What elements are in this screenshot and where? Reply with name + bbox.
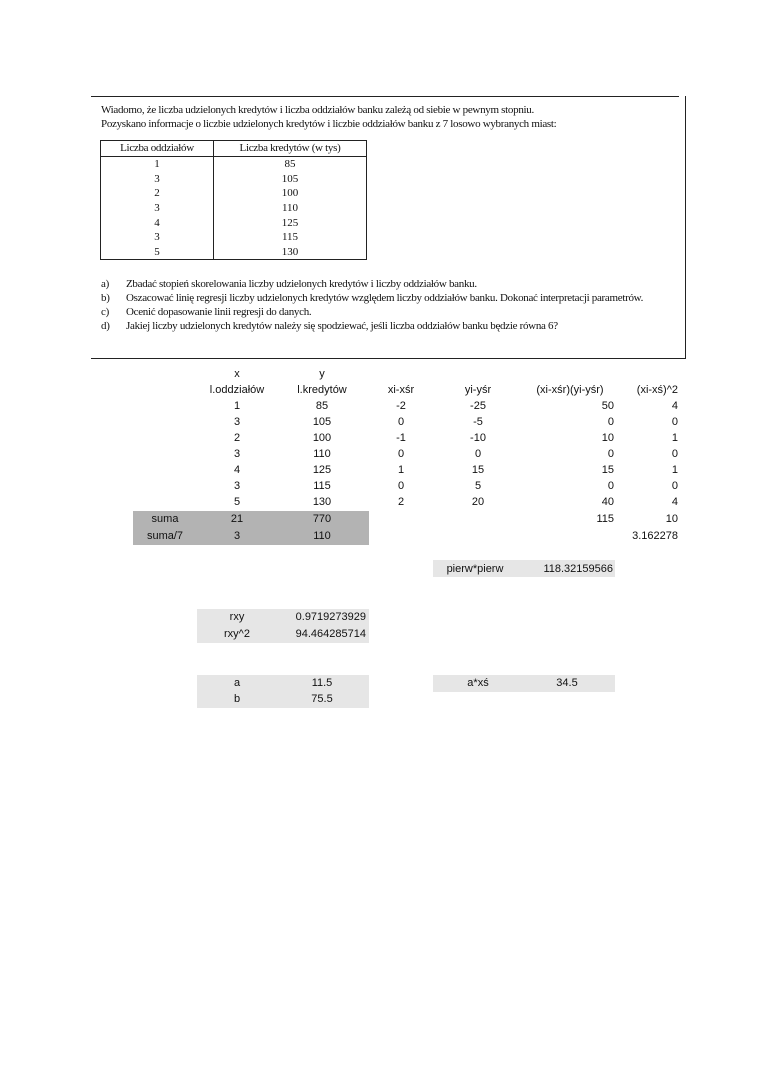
cell-credits: 115	[214, 230, 367, 245]
row-y-dev: -10	[470, 432, 486, 444]
row-y: 130	[312, 496, 332, 508]
sqrt-value: 3.162278	[632, 530, 678, 542]
row-y-dev: 0	[474, 448, 482, 460]
cell-branches: 3	[101, 201, 214, 216]
row-y: 110	[313, 448, 331, 460]
a-value: 11.5	[311, 677, 333, 689]
suma-product: 115	[596, 513, 614, 525]
row-square: 4	[671, 496, 678, 508]
task-text: Oszacować linię regresji liczby udzielonych kredytów względem liczby oddziałów banku. Dokonać interpretacji parametrów.	[126, 292, 644, 304]
x-symbol: x	[234, 368, 240, 380]
row-square: 1	[671, 432, 678, 444]
header-branches: l.oddziałów	[209, 384, 265, 396]
rxy2-value: 94.464285714	[295, 628, 366, 640]
average-label: suma/7	[146, 530, 184, 542]
cell-branches: 3	[101, 230, 214, 245]
header-branches: Liczba oddziałów	[101, 141, 214, 157]
row-x-dev: 1	[397, 464, 405, 476]
rxy-value: 0.9719273929	[295, 611, 366, 623]
cell-branches: 5	[101, 245, 214, 260]
row-y-dev: -5	[473, 416, 483, 428]
pierw-label: pierw*pierw	[446, 563, 504, 575]
b-value: 75.5	[311, 693, 333, 705]
task-label: d)	[101, 320, 110, 332]
table-row	[101, 215, 367, 230]
axs-value: 34.5	[556, 677, 578, 689]
intro-line-1: Wiadomo, że liczba udzielonych kredytów i liczba oddziałów banku zależą od siebie w pewnym stopniu.	[101, 104, 534, 116]
suma-x: 21	[230, 513, 244, 525]
row-y: 125	[312, 464, 332, 476]
row-x: 4	[233, 464, 241, 476]
cell-credits: 125	[214, 215, 367, 230]
a-label: a	[233, 677, 241, 689]
row-y: 100	[312, 432, 332, 444]
row-product: 50	[601, 400, 614, 412]
row-product: 15	[601, 464, 614, 476]
pierw-value: 118.32159566	[543, 563, 613, 575]
average-y: 110	[313, 530, 331, 542]
cell-branches: 1	[101, 157, 214, 172]
rxy2-label: rxy^2	[224, 628, 250, 640]
row-x: 3	[233, 480, 241, 492]
row-x: 3	[233, 416, 241, 428]
problem-statement-box	[91, 96, 686, 359]
row-y-dev: 20	[471, 496, 485, 508]
cell-branches: 2	[101, 186, 214, 201]
task-item	[101, 305, 671, 319]
table-row	[101, 230, 367, 245]
input-data-table	[100, 140, 367, 260]
b-label: b	[233, 693, 241, 705]
row-square: 0	[671, 480, 678, 492]
box-top-border	[91, 96, 679, 97]
table-row	[101, 172, 367, 187]
row-x: 3	[233, 448, 241, 460]
task-text: Zbadać stopień skorelowania liczby udzielonych kredytów i liczby oddziałów banku.	[126, 278, 477, 290]
suma-label: suma	[151, 513, 179, 525]
intro-line-2: Pozyskano informacje o liczbie udzielonych kredytów i liczbie oddziałów banku z 7 losowo wybranych miast:	[101, 118, 557, 130]
cell-credits: 130	[214, 245, 367, 260]
task-item	[101, 319, 671, 333]
row-y-dev: -25	[470, 400, 486, 412]
task-label: a)	[101, 278, 109, 290]
cell-branches: 3	[101, 172, 214, 187]
average-x: 3	[233, 530, 241, 542]
row-x-dev: -2	[396, 400, 406, 412]
row-y-dev: 15	[471, 464, 485, 476]
row-product: 10	[601, 432, 614, 444]
task-item	[101, 277, 671, 291]
header-credits: l.kredytów	[297, 384, 347, 396]
table-row	[101, 245, 367, 260]
row-y: 85	[315, 400, 329, 412]
task-list	[101, 277, 671, 333]
cell-credits: 110	[214, 201, 367, 216]
header-dev-product: (xi-xśr)(yi-yśr)	[536, 384, 604, 396]
row-y: 105	[312, 416, 332, 428]
row-x-dev: 0	[397, 416, 405, 428]
row-square: 4	[671, 400, 678, 412]
row-product: 0	[607, 480, 614, 492]
cell-branches: 4	[101, 215, 214, 230]
row-x: 1	[233, 400, 241, 412]
axs-label: a*xś	[467, 677, 489, 689]
rxy-label: rxy	[229, 611, 245, 623]
row-x-dev: 0	[397, 480, 405, 492]
task-text: Jakiej liczby udzielonych kredytów należy się spodziewać, jeśli liczba oddziałów banku będzie równa 6?	[126, 320, 558, 332]
row-y-dev: 5	[474, 480, 482, 492]
problem-intro	[101, 103, 556, 131]
row-product: 0	[607, 448, 614, 460]
row-x-dev: 2	[397, 496, 405, 508]
row-product: 0	[607, 416, 614, 428]
row-square: 0	[671, 448, 678, 460]
row-x-dev: -1	[396, 432, 406, 444]
row-square: 1	[671, 464, 678, 476]
row-x: 2	[233, 432, 241, 444]
task-label: b)	[101, 292, 110, 304]
header-credits: Liczba kredytów (w tys)	[214, 141, 367, 157]
table-row	[101, 201, 367, 216]
table-row	[101, 186, 367, 201]
header-y-dev: yi-yśr	[464, 384, 492, 396]
y-symbol: y	[319, 368, 325, 380]
row-y: 115	[313, 480, 331, 492]
row-product: 40	[601, 496, 614, 508]
task-label: c)	[101, 306, 109, 318]
row-square: 0	[671, 416, 678, 428]
cell-credits: 85	[214, 157, 367, 172]
row-x-dev: 0	[397, 448, 405, 460]
header-x-dev: xi-xśr	[387, 384, 415, 396]
task-text: Ocenić dopasowanie linii regresji do danych.	[126, 306, 312, 318]
cell-credits: 100	[214, 186, 367, 201]
task-item	[101, 291, 671, 305]
header-x-dev-squared: (xi-xś)^2	[636, 384, 678, 396]
table-row	[101, 157, 367, 172]
suma-square: 10	[665, 513, 678, 525]
row-x: 5	[233, 496, 241, 508]
cell-credits: 105	[214, 172, 367, 187]
suma-y: 770	[312, 513, 332, 525]
